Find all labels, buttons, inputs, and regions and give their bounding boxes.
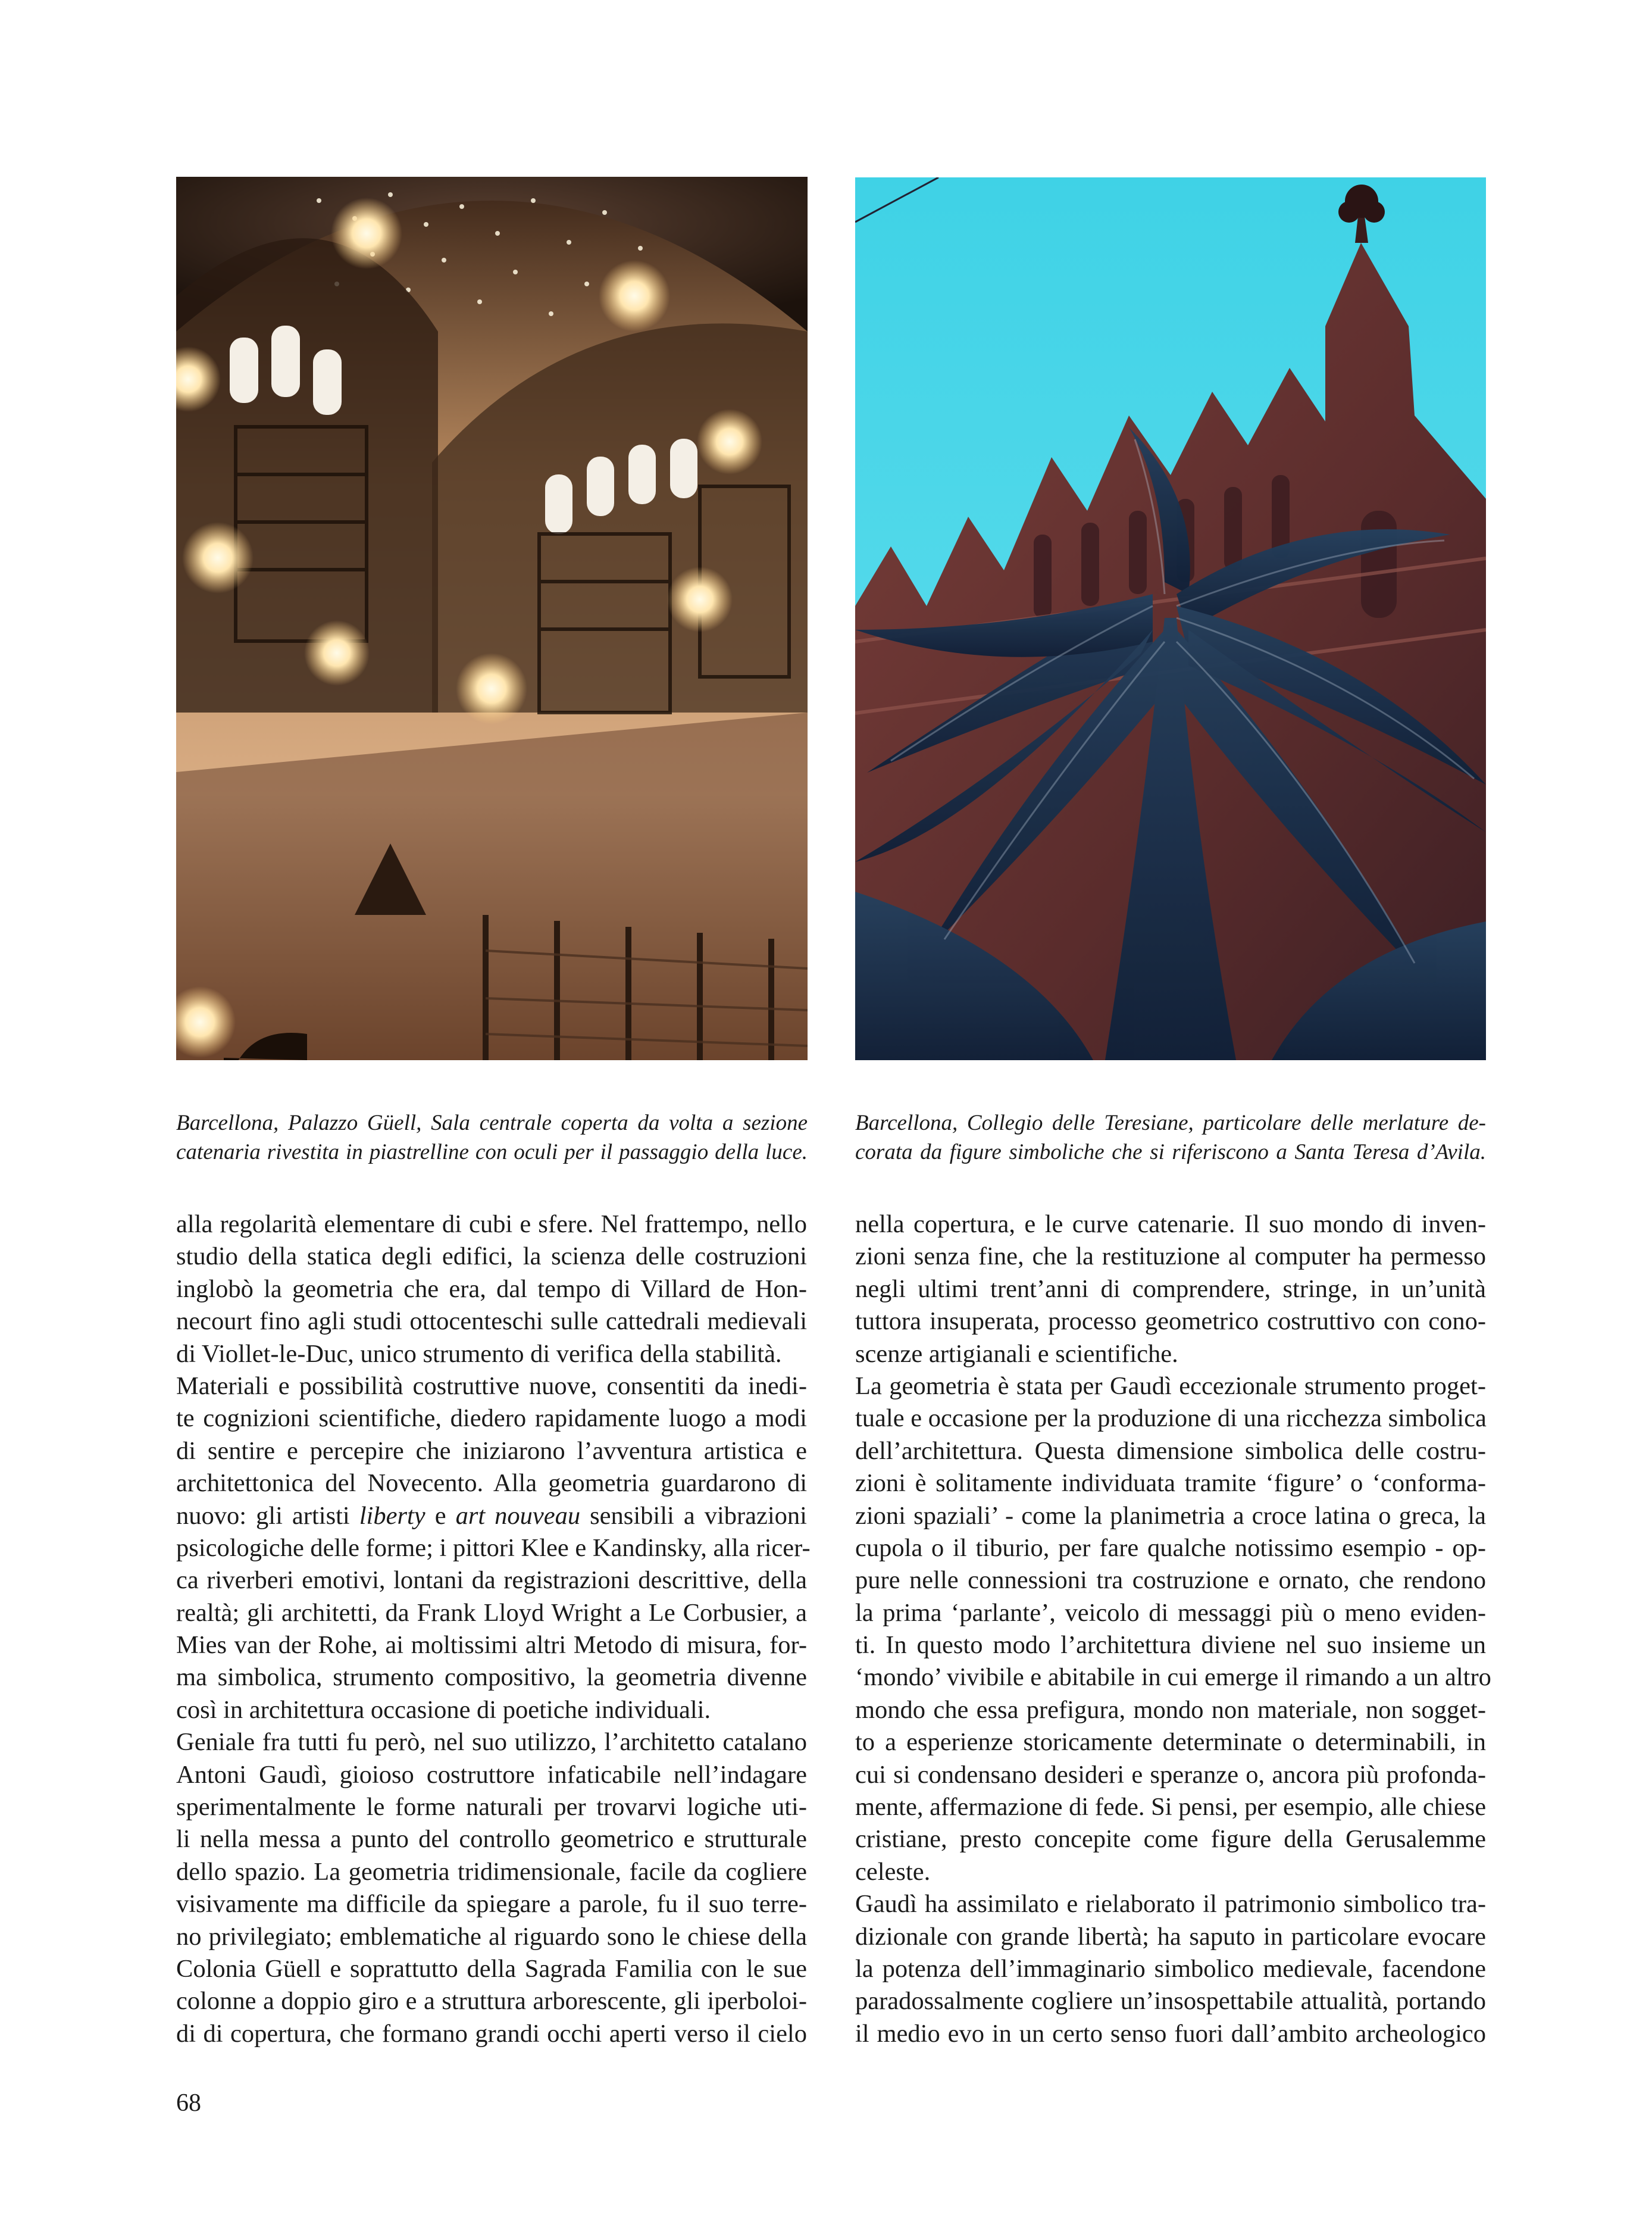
text-line: cristiane, presto concepite come figure della Gerusalemme <box>855 1825 1486 1854</box>
text-line: Mies van der Rohe, ai moltissimi altri Metodo di misura, for- <box>176 1631 807 1660</box>
text-line: dizionale con grande libertà; ha saputo in particolare evocare <box>855 1922 1486 1951</box>
text-line: il medio evo in un certo senso fuori dall’ambito archeologico <box>855 2019 1486 2048</box>
text-line: tuale e occasione per la produzione di una ricchezza simbolica <box>855 1404 1487 1433</box>
text-line: così in architettura occasione di poetiche individuali. <box>176 1695 711 1724</box>
text-line: inglobò la geometria che era, dal tempo di Villard de Hon- <box>176 1274 807 1303</box>
text-line: dell’architettura. Questa dimensione simbolica delle costru- <box>855 1436 1486 1465</box>
text-line: Geniale fra tutti fu però, nel suo utilizzo, l’architetto catalano <box>176 1728 807 1757</box>
page-number: 68 <box>176 2089 201 2117</box>
emphasis-text: liberty <box>359 1501 425 1530</box>
text-line: pure nelle connessioni tra costruzione e ornato, che rendono <box>855 1566 1486 1595</box>
text-line: no privilegiato; emblematiche al riguardo sono le chiese della <box>176 1922 807 1951</box>
text-line: sperimentalmente le forme naturali per trovarvi logiche uti- <box>176 1793 807 1822</box>
text-line: li nella messa a punto del controllo geometrico e strutturale <box>176 1825 807 1854</box>
caption-line: catenaria rivestita in piastrelline con oculi per il passaggio della luce. <box>176 1140 808 1164</box>
text-line: dello spazio. La geometria tridimensionale, facile da cogliere <box>176 1857 807 1886</box>
text-line: zioni è solitamente individuata tramite ‘figure’ o ‘conforma- <box>855 1469 1486 1498</box>
caption-palazzo-guell <box>176 1108 808 1167</box>
text-line: Materiali e possibilità costruttive nuove, consentiti da inedi- <box>176 1372 807 1400</box>
text-line: te cognizioni scientifiche, diedero rapidamente luogo a modi <box>176 1404 807 1433</box>
text-line: studio della statica degli edifici, la scienza delle costruzioni <box>176 1242 807 1271</box>
text-line: Antoni Gaudì, gioioso costruttore infaticabile nell’indagare <box>176 1760 807 1789</box>
text-line: ‘mondo’ vivibile e abitabile in cui emerge il rimando a un altro <box>855 1663 1491 1692</box>
text-line: zioni senza fine, che la restituzione al computer ha permesso <box>855 1242 1486 1271</box>
text-line: Gaudì ha assimilato e rielaborato il patrimonio simbolico tra- <box>855 1890 1486 1919</box>
text-line: la potenza dell’immaginario simbolico medievale, facendone <box>855 1954 1486 1983</box>
text-line: to a esperienze storicamente determinate o determinabili, in <box>855 1728 1486 1757</box>
text-line: scenze artigianali e scientifiche. <box>855 1339 1178 1368</box>
text-line: psicologiche delle forme; i pittori Klee e Kandinsky, alla ricer- <box>176 1533 811 1562</box>
caption-line: corata da figure simboliche che si riferiscono a Santa Teresa d’Avila. <box>855 1140 1486 1164</box>
text-column-left <box>176 1208 811 2050</box>
text-line: ma simbolica, strumento compositivo, la geometria divenne <box>176 1663 807 1692</box>
text-line: tuttora insuperata, processo geometrico costruttivo con cono- <box>855 1307 1486 1336</box>
text-line: zioni spaziali’ - come la planimetria a croce latina o greca, la <box>855 1501 1486 1530</box>
text-line: visivamente ma difficile da spiegare a parole, fu il suo terre- <box>176 1890 807 1919</box>
text-line: mondo che essa prefigura, mondo non materiale, non sogget- <box>855 1695 1486 1724</box>
caption-collegio-teresiane <box>855 1108 1486 1167</box>
text-line: La geometria è stata per Gaudì eccezionale strumento proget- <box>855 1372 1486 1400</box>
photo-palazzo-guell <box>176 177 808 1060</box>
text-line: cui si condensano desideri e speranze o, ancora più profonda- <box>855 1760 1486 1789</box>
photo-collegio-teresiane <box>855 177 1486 1060</box>
text-line: la prima ‘parlante’, veicolo di messaggi più o meno eviden- <box>855 1598 1486 1627</box>
caption-line: Barcellona, Collegio delle Teresiane, particolare delle merlature de- <box>855 1111 1486 1135</box>
text-column-right <box>855 1208 1491 2050</box>
text-line: ti. In questo modo l’architettura diviene nel suo insieme un <box>855 1631 1486 1660</box>
text-line: di di copertura, che formano grandi occhi aperti verso il cielo <box>176 2019 807 2048</box>
text-line: di Viollet-le-Duc, unico strumento di verifica della stabilità. <box>176 1339 782 1368</box>
text-line: cupola o il tiburio, per fare qualche notissimo esempio - op- <box>855 1533 1486 1562</box>
text-line: paradossalmente cogliere un’insospettabile attualità, portando <box>855 1987 1486 2016</box>
text-line: celeste. <box>855 1857 931 1886</box>
text-line: realtà; gli architetti, da Frank Lloyd Wright a Le Corbusier, a <box>176 1598 807 1627</box>
text-line: alla regolarità elementare di cubi e sfere. Nel frattempo, nello <box>176 1210 807 1238</box>
text-line: nella copertura, e le curve catenarie. Il suo mondo di inven- <box>855 1210 1486 1238</box>
text-line: di sentire e percepire che iniziarono l’avventura artistica e <box>176 1436 807 1465</box>
caption-line: Barcellona, Palazzo Güell, Sala centrale coperta da volta a sezione <box>176 1111 808 1135</box>
text-fragment: sensibili a vibrazioni <box>580 1501 807 1530</box>
text-line: necourt fino agli studi ottocenteschi sulle cattedrali medievali <box>176 1307 807 1336</box>
emphasis-text: art nouveau <box>455 1501 581 1530</box>
text-line: architettonica del Novecento. Alla geometria guardarono di <box>176 1469 807 1498</box>
text-line: mente, affermazione di fede. Si pensi, per esempio, alle chiese <box>855 1793 1487 1822</box>
text-line <box>176 1500 807 1532</box>
text-fragment: e <box>425 1501 456 1530</box>
text-line: negli ultimi trent’anni di comprendere, stringe, in un’unità <box>855 1274 1486 1303</box>
text-fragment: nuovo: gli artisti <box>176 1501 359 1530</box>
text-line: colonne a doppio giro e a struttura arborescente, gli iperboloi- <box>176 1987 807 2016</box>
text-line: ca riverberi emotivi, lontani da registrazioni descrittive, della <box>176 1566 807 1595</box>
text-line: Colonia Güell e soprattutto della Sagrada Familia con le sue <box>176 1954 807 1983</box>
